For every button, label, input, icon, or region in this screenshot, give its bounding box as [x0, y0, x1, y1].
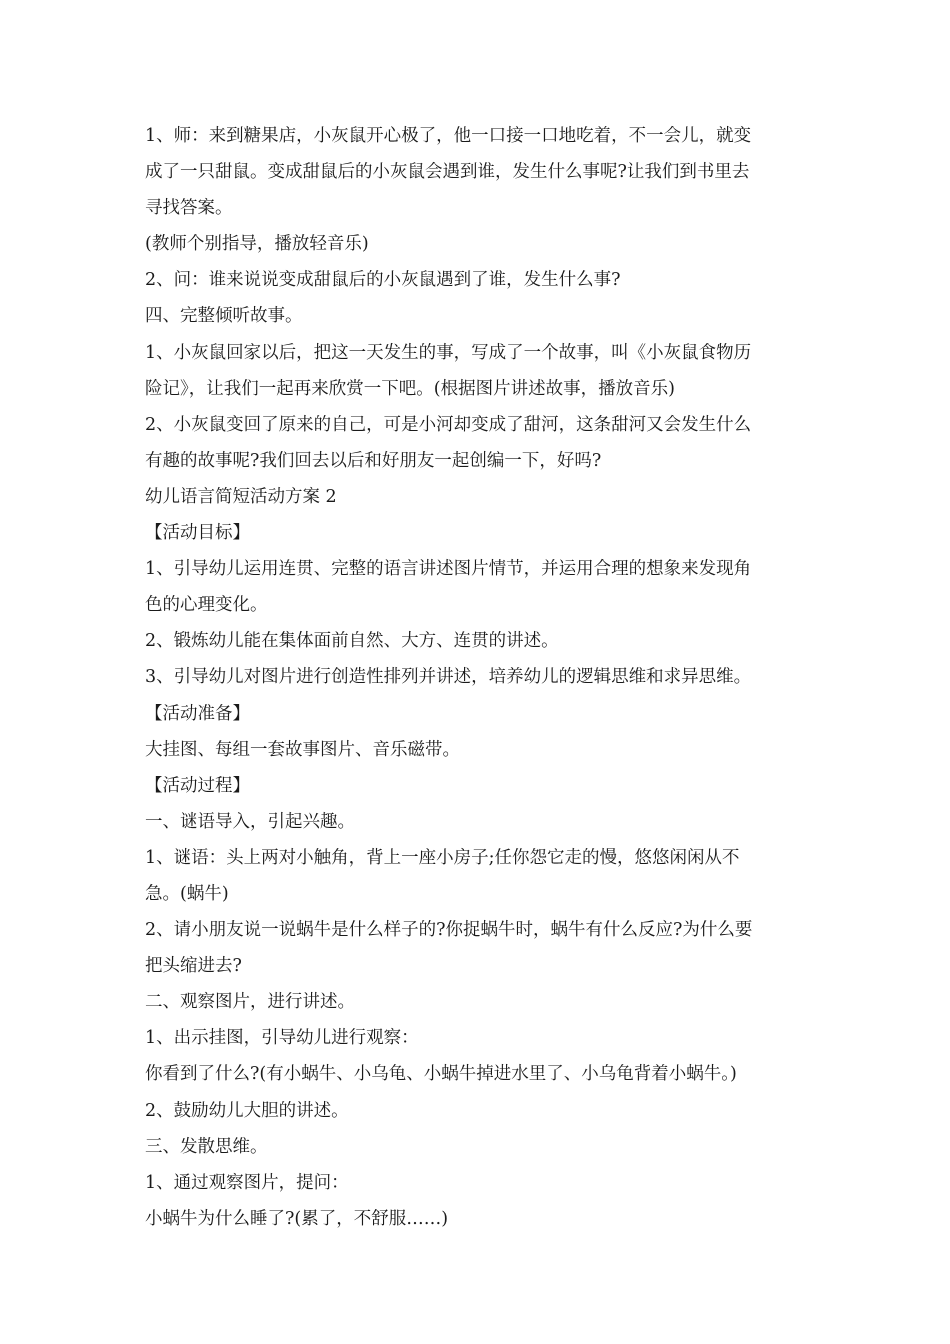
text-line-18: 大挂图、每组一套故事图片、音乐磁带。	[145, 739, 460, 760]
text-line-15: 2、锻炼幼儿能在集体面前自然、大方、连贯的讲述。	[145, 631, 559, 652]
text-line-9: 2、小灰鼠变回了原来的自己，可是小河却变成了甜河，这条甜河又会发生什么	[145, 414, 752, 435]
section-heading-4: 四、完整倾听故事。	[145, 306, 303, 327]
text-line-10: 有趣的故事呢?我们回去以后和好朋友一起创编一下，好吗?	[145, 450, 602, 471]
text-line-24: 把头缩进去?	[145, 956, 242, 977]
text-line-30: 1、通过观察图片，提问：	[145, 1172, 349, 1193]
text-line-27: 你看到了什么?(有小蜗牛、小乌龟、小蜗牛掉进水里了、小乌龟背着小蜗牛。)	[145, 1064, 737, 1085]
heading-activity-goals: 【活动目标】	[145, 523, 250, 544]
text-line-23: 2、请小朋友说一说蜗牛是什么样子的?你捉蜗牛时，蜗牛有什么反应?为什么要	[145, 920, 753, 941]
text-line-8: 险记》，让我们一起再来欣赏一下吧。(根据图片讲述故事，播放音乐)	[145, 378, 675, 399]
heading-activity-process: 【活动过程】	[145, 775, 250, 796]
text-line-16: 3、引导幼儿对图片进行创造性排列并讲述，培养幼儿的逻辑思维和求异思维。	[145, 667, 752, 688]
text-line-26: 1、出示挂图，引导幼儿进行观察：	[145, 1028, 419, 1049]
text-line-7: 1、小灰鼠回家以后，把这一天发生的事，写成了一个故事，叫《小灰鼠食物历	[145, 342, 752, 363]
heading-activity-preparation: 【活动准备】	[145, 703, 250, 724]
text-line-5: 2、问：谁来说说变成甜鼠后的小灰鼠遇到了谁，发生什么事?	[145, 270, 621, 291]
text-line-21: 1、谜语：头上两对小触角，背上一座小房子;任你怨它走的慢，悠悠闲闲从不	[145, 847, 740, 868]
text-line-2: 成了一只甜鼠。变成甜鼠后的小灰鼠会遇到谁，发生什么事呢?让我们到书里去	[145, 162, 750, 183]
section-heading-1: 一、谜语导入，引起兴趣。	[145, 811, 355, 832]
section-heading-2: 二、观察图片，进行讲述。	[145, 992, 355, 1013]
plan-title: 幼儿语言简短活动方案 2	[145, 486, 337, 507]
text-line-1: 1、师：来到糖果店，小灰鼠开心极了，他一口接一口地吃着，不一会儿，就变	[145, 126, 752, 146]
text-line-14: 色的心理变化。	[145, 595, 268, 616]
text-line-3: 寻找答案。	[145, 198, 233, 219]
section-heading-3: 三、发散思维。	[145, 1136, 268, 1157]
text-line-22: 急。(蜗牛)	[145, 883, 229, 904]
document-body	[145, 118, 825, 1237]
text-line-13: 1、引导幼儿运用连贯、完整的语言讲述图片情节，并运用合理的想象来发现角	[145, 559, 752, 580]
text-line-28: 2、鼓励幼儿大胆的讲述。	[145, 1100, 349, 1121]
text-line-4: (教师个别指导，播放轻音乐)	[145, 234, 369, 255]
text-line-31: 小蜗牛为什么睡了?(累了，不舒服……)	[145, 1208, 449, 1229]
